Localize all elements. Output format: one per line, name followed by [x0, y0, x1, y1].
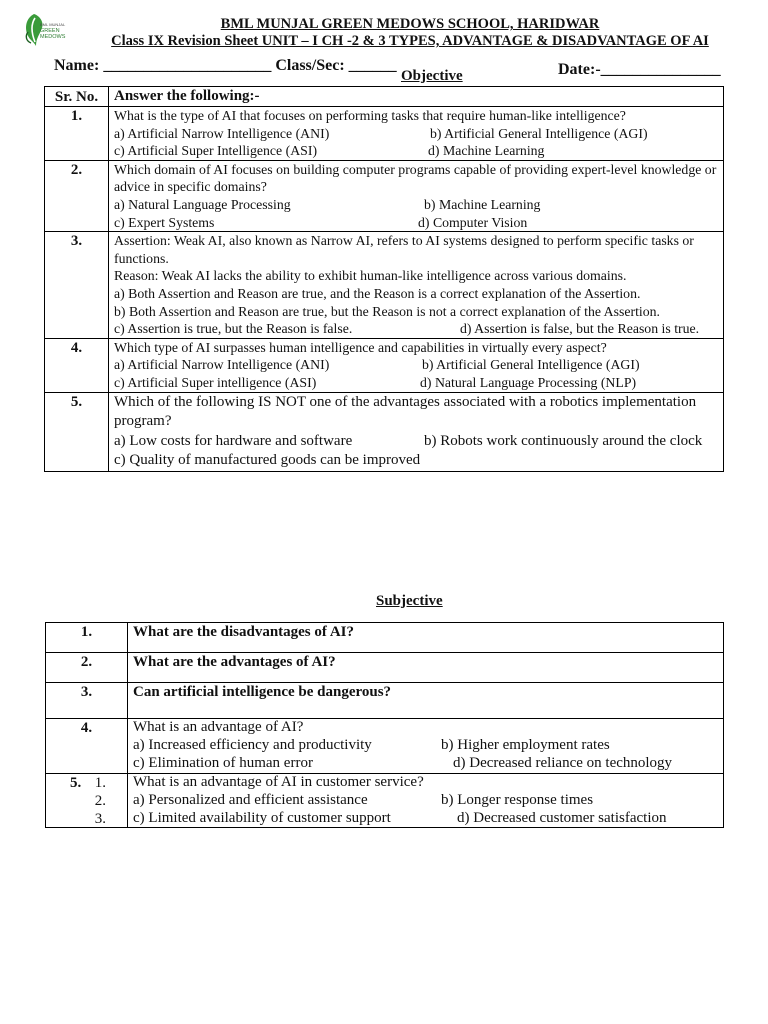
option-d: d) Decreased customer satisfaction [457, 809, 667, 826]
srno-header: Sr. No. [45, 87, 109, 107]
sheet-title: Class IX Revision Sheet UNIT – I CH -2 & 3 TYPES, ADVANTAGE & DISADVANTAGE OF AI [111, 33, 709, 49]
question-cell [109, 232, 724, 339]
option-a: a) Artificial Narrow Intelligence (ANI) [114, 125, 330, 141]
option-a: a) Increased efficiency and productivity [133, 736, 372, 753]
question-row [46, 683, 724, 719]
question-row [45, 160, 724, 231]
option-b: b) Higher employment rates [441, 736, 610, 753]
option-c: c) Artificial Super intelligence (ASI) [114, 374, 317, 390]
list-marker: 2. [94, 792, 106, 809]
question-text: What is the type of AI that focuses on performing tasks that require human-like intelligence? [114, 108, 626, 123]
options-row [133, 810, 718, 828]
options-row [114, 320, 718, 338]
question-number: 1. [46, 623, 128, 653]
question-text: Which of the following IS NOT one of the advantages associated with a robotics implementation program? [114, 393, 697, 429]
options-row [114, 374, 718, 392]
option-d: d) Computer Vision [418, 214, 528, 230]
options-row [133, 792, 718, 810]
option-a: a) Both Assertion and Reason are true, and the Reason is a correct explanation of the Assertion. [114, 285, 641, 301]
question-cell [109, 107, 724, 161]
logo-text-green: GREEN [40, 28, 60, 34]
option-d: d) Machine Learning [428, 143, 545, 159]
option-b: b) Both Assertion and Reason are true, but the Reason is not a correct explanation of the Assertion. [114, 303, 660, 319]
option-b: b) Robots work continuously around the clock [424, 432, 703, 449]
question-number: 3. [45, 232, 109, 339]
question-cell [109, 338, 724, 392]
question-text: What is an advantage of AI? [133, 719, 304, 735]
objective-table [44, 86, 724, 472]
question-row [46, 774, 724, 828]
question-number: 4. [45, 338, 109, 392]
question-text: Which domain of AI focuses on building computer programs capable of providing expert-level knowledge or advice in specific domains? [114, 161, 717, 195]
question-text: Which type of AI surpasses human intelligence and capabilities in virtually every aspect? [114, 339, 607, 355]
logo-text-medows: MEDOWS [40, 34, 66, 40]
question-number: 2. [45, 160, 109, 231]
question-number: 5. [45, 392, 109, 471]
subjective-table [45, 622, 724, 828]
question-row [46, 719, 724, 774]
option-c: c) Limited availability of customer support [133, 809, 391, 826]
objective-heading: Objective [401, 68, 463, 84]
question-row [45, 107, 724, 161]
question-number-label: 5. [70, 775, 82, 791]
question-text: What are the advantages of AI? [128, 653, 724, 683]
question-row [45, 392, 724, 471]
question-row [45, 338, 724, 392]
question-row [46, 653, 724, 683]
question-cell [128, 719, 724, 774]
logo-text-brand: BML MUNJAL [40, 22, 66, 27]
assertion-text: Assertion: Weak AI, also known as Narrow AI, refers to AI systems designed to perform specific tasks or functions. [114, 233, 694, 266]
option-d: d) Decreased reliance on technology [453, 754, 673, 771]
option-a: a) Natural Language Processing [114, 196, 291, 212]
question-number: 2. [46, 653, 128, 683]
question-number [46, 774, 128, 828]
options-row [114, 142, 718, 160]
option-b: b) Machine Learning [424, 196, 541, 212]
question-cell [109, 160, 724, 231]
options-row [114, 125, 718, 143]
school-logo [22, 12, 78, 58]
option-c: c) Quality of manufactured goods can be improved [114, 452, 421, 468]
option-d: d) Assertion is false, but the Reason is true. [460, 321, 700, 337]
option-b: b) Longer response times [441, 791, 594, 808]
question-text: What are the disadvantages of AI? [128, 623, 724, 653]
question-number: 3. [46, 683, 128, 719]
table-header-row [45, 87, 724, 107]
option-b: b) Artificial General Intelligence (AGI) [430, 125, 648, 141]
option-a: a) Artificial Narrow Intelligence (ANI) [114, 357, 330, 373]
options-row [114, 196, 718, 214]
option-c: c) Assertion is true, but the Reason is false. [114, 321, 353, 337]
list-marker: 1. [94, 775, 106, 791]
question-cell [109, 392, 724, 471]
sub-list-markers [90, 775, 106, 828]
option-a: a) Low costs for hardware and software [114, 432, 353, 449]
subjective-heading: Subjective [376, 593, 443, 609]
option-c: c) Elimination of human error [133, 754, 313, 771]
question-cell [128, 774, 724, 828]
answer-header: Answer the following:- [109, 87, 724, 107]
options-row [114, 432, 718, 452]
options-row [133, 755, 718, 773]
question-text: Can artificial intelligence be dangerous? [128, 683, 724, 719]
school-name: BML MUNJAL GREEN MEDOWS SCHOOL, HARIDWAR [220, 16, 600, 32]
question-number: 1. [45, 107, 109, 161]
date-field: Date:-_______________ [558, 61, 721, 78]
list-marker: 3. [94, 810, 106, 827]
options-row [114, 356, 718, 374]
option-c: c) Expert Systems [114, 214, 215, 230]
option-d: d) Natural Language Processing (NLP) [420, 374, 637, 390]
question-row [46, 623, 724, 653]
question-row [45, 232, 724, 339]
reason-text: Reason: Weak AI lacks the ability to exhibit human-like intelligence across various domains. [114, 268, 627, 284]
option-b: b) Artificial General Intelligence (AGI) [422, 357, 640, 373]
option-c: c) Artificial Super Intelligence (ASI) [114, 143, 318, 159]
question-text: What is an advantage of AI in customer service? [133, 774, 424, 790]
name-class-field: Name: _____________________ Class/Sec: ______ [54, 57, 397, 74]
options-row [114, 214, 718, 232]
option-a: a) Personalized and efficient assistance [133, 791, 368, 808]
question-number: 4. [46, 719, 128, 774]
options-row [133, 737, 718, 755]
